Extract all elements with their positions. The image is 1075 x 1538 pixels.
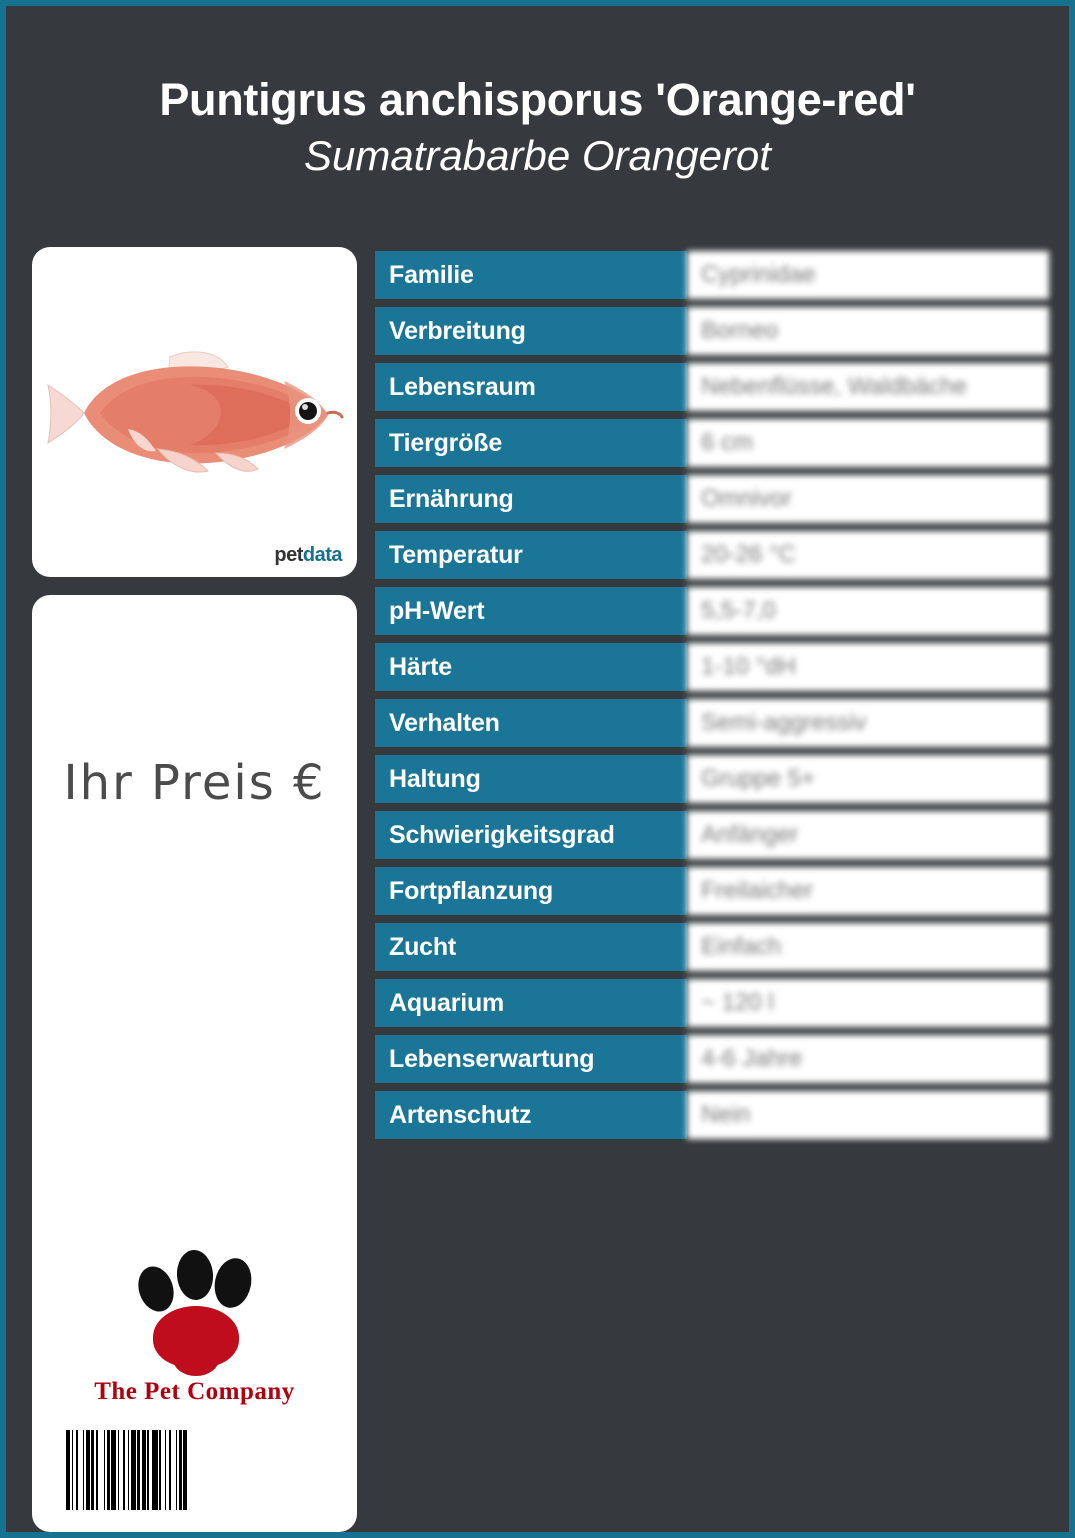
table-row <box>375 643 1049 691</box>
paw-print-icon <box>115 1246 275 1376</box>
price-label: Ihr Preis € <box>63 755 326 812</box>
table-row <box>375 531 1049 579</box>
attribute-value: Nebenflüsse, Waldbäche <box>687 363 1049 411</box>
company-name: The Pet Company <box>94 1378 295 1405</box>
attribute-label: Temperatur <box>375 531 687 579</box>
table-row <box>375 923 1049 971</box>
attribute-value: ~ 120 l <box>687 979 1049 1027</box>
attribute-value: 20-26 °C <box>687 531 1049 579</box>
label-inner <box>6 6 1069 1532</box>
page-title: Puntigrus anchisporus 'Orange-red' <box>159 74 916 125</box>
attribute-value: 5,5-7,0 <box>687 587 1049 635</box>
company-logo <box>94 1246 295 1406</box>
attribute-label: Aquarium <box>375 979 687 1027</box>
table-row <box>375 1091 1049 1139</box>
table-row <box>375 363 1049 411</box>
attribute-label: Lebensraum <box>375 363 687 411</box>
attribute-value: Cyprinidae <box>687 251 1049 299</box>
attribute-label: Haltung <box>375 755 687 803</box>
table-row <box>375 307 1049 355</box>
petdata-watermark <box>274 544 342 567</box>
attribute-label: Lebenserwartung <box>375 1035 687 1083</box>
attribute-label: Verbreitung <box>375 307 687 355</box>
attribute-label: Verhalten <box>375 699 687 747</box>
attribute-value: Freilaicher <box>687 867 1049 915</box>
content-area <box>6 247 1069 1532</box>
attribute-value: 1-10 °dH <box>687 643 1049 691</box>
species-photo-card <box>32 247 357 577</box>
fish-photo <box>40 333 350 493</box>
table-row <box>375 811 1049 859</box>
table-row <box>375 475 1049 523</box>
attribute-label: Ernährung <box>375 475 687 523</box>
table-row <box>375 979 1049 1027</box>
species-attributes-table <box>375 247 1049 1532</box>
attribute-label: Schwierigkeitsgrad <box>375 811 687 859</box>
attribute-value: Einfach <box>687 923 1049 971</box>
attribute-value: 4-6 Jahre <box>687 1035 1049 1083</box>
attribute-label: Zucht <box>375 923 687 971</box>
attribute-value: 6 cm <box>687 419 1049 467</box>
table-row <box>375 1035 1049 1083</box>
table-row <box>375 251 1049 299</box>
price-card <box>32 595 357 1532</box>
table-row <box>375 587 1049 635</box>
left-column <box>32 247 357 1532</box>
table-row <box>375 699 1049 747</box>
attribute-value: Borneo <box>687 307 1049 355</box>
attribute-label: Härte <box>375 643 687 691</box>
attribute-label: Familie <box>375 251 687 299</box>
attribute-label: pH-Wert <box>375 587 687 635</box>
table-row <box>375 867 1049 915</box>
attribute-label: Fortpflanzung <box>375 867 687 915</box>
barcode-icon <box>66 1430 324 1510</box>
header <box>6 6 1069 179</box>
attribute-value: Semi-aggressiv <box>687 699 1049 747</box>
attribute-value: Gruppe 5+ <box>687 755 1049 803</box>
attribute-value: Anfänger <box>687 811 1049 859</box>
table-row <box>375 755 1049 803</box>
attribute-value: Nein <box>687 1091 1049 1139</box>
attribute-value: Omnivor <box>687 475 1049 523</box>
attribute-label: Tiergröße <box>375 419 687 467</box>
petdata-watermark-pet: pet <box>274 544 303 567</box>
attribute-label: Artenschutz <box>375 1091 687 1139</box>
petdata-watermark-data: data <box>302 544 342 567</box>
fish-icon <box>40 333 350 493</box>
page-subtitle: Sumatrabarbe Orangerot <box>304 132 771 180</box>
table-row <box>375 419 1049 467</box>
